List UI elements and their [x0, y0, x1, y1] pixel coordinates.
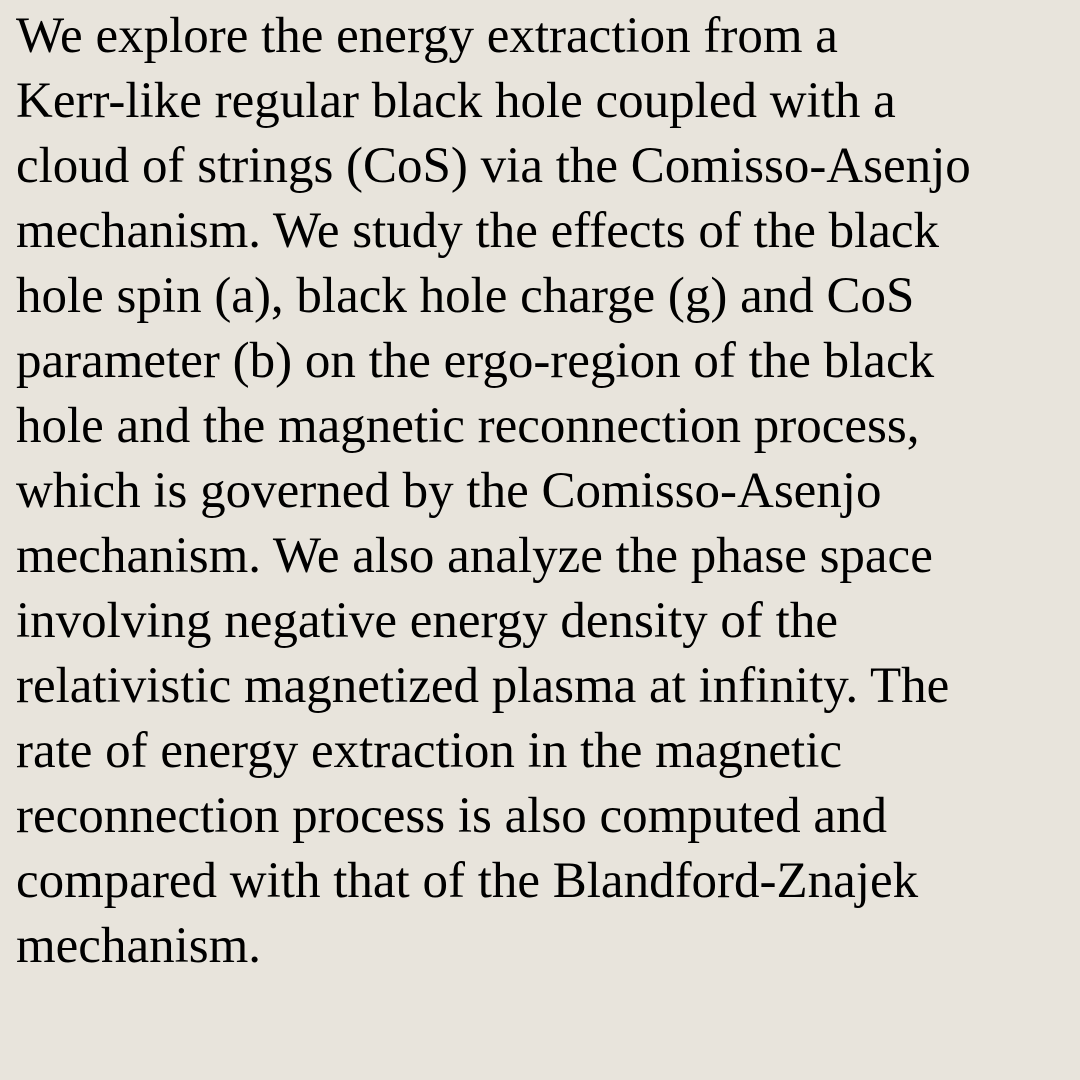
abstract-line: mechanism. — [16, 918, 262, 974]
abstract-line: which is governed by the Comisso-Asenjo — [16, 463, 882, 519]
abstract-line: compared with that of the Blandford-Znajek — [16, 853, 919, 909]
abstract-line: We explore the energy extraction from a — [16, 8, 838, 64]
abstract-line: relativistic magnetized plasma at infinity. The — [16, 658, 950, 714]
abstract-paragraph — [16, 4, 1062, 979]
abstract-line: parameter (b) on the ergo-region of the black — [16, 333, 935, 389]
abstract-line: hole and the magnetic reconnection process, — [16, 398, 920, 454]
abstract-line: mechanism. We study the effects of the black — [16, 203, 940, 259]
abstract-line: mechanism. We also analyze the phase space — [16, 528, 933, 584]
abstract-line: hole spin (a), black hole charge (g) and CoS — [16, 268, 915, 324]
abstract-line: rate of energy extraction in the magnetic — [16, 723, 843, 779]
abstract-line: cloud of strings (CoS) via the Comisso-Asenjo — [16, 138, 971, 194]
abstract-line: involving negative energy density of the — [16, 593, 838, 649]
abstract-line: reconnection process is also computed and — [16, 788, 887, 844]
abstract-line: Kerr-like regular black hole coupled with a — [16, 73, 896, 129]
